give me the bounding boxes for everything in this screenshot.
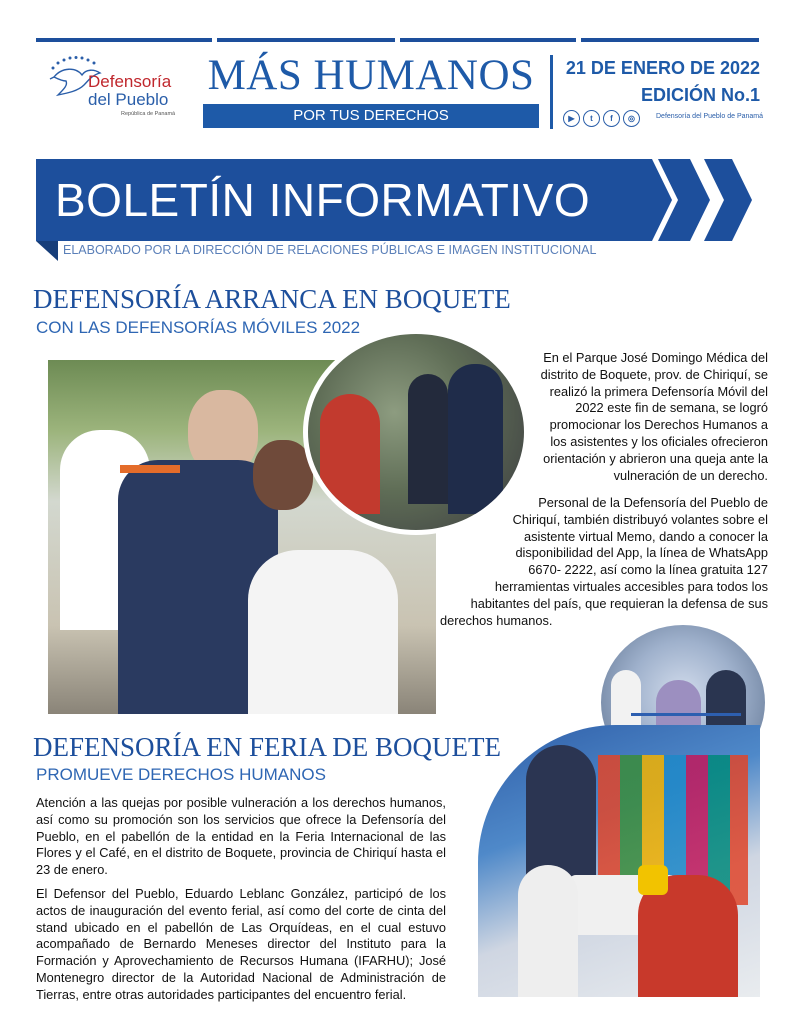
social-handle: Defensoría del Pueblo de Panamá — [656, 113, 764, 120]
photo-shape — [408, 374, 448, 504]
masthead-tagline: POR TUS DERECHOS — [203, 104, 539, 128]
banner-subtitle: ELABORADO POR LA DIRECCIÓN DE RELACIONES PÚBLICAS E IMAGEN INSTITUCIONAL — [63, 243, 597, 257]
chevron-arrows-icon — [652, 159, 770, 241]
issue-date: 21 DE ENERO DE 2022 — [565, 58, 760, 78]
instagram-icon[interactable]: ◎ — [623, 110, 640, 127]
youtube-icon[interactable]: ▶ — [563, 110, 580, 127]
banner-fold — [36, 241, 58, 261]
twitter-icon[interactable]: t — [583, 110, 600, 127]
fair-photo — [478, 725, 760, 997]
logo-sub: República de Panamá — [121, 111, 176, 117]
photo-shape — [320, 394, 380, 514]
logo-line2: del Pueblo — [88, 90, 169, 109]
social-icons — [563, 110, 640, 127]
article2-subtitle: PROMUEVE DERECHOS HUMANOS — [36, 765, 326, 784]
article1-subtitle: CON LAS DEFENSORÍAS MÓVILES 2022 — [36, 318, 361, 337]
facebook-icon[interactable]: f — [603, 110, 620, 127]
photo-shape — [518, 865, 578, 997]
photo-shape — [638, 865, 668, 895]
banner-title: BOLETÍN INFORMATIVO — [55, 174, 591, 226]
photo-shape — [631, 713, 741, 716]
article2-title: DEFENSORÍA EN FERIA DE BOQUETE — [33, 732, 502, 762]
article2-paragraph2: El Defensor del Pueblo, Eduardo Leblanc González, participó de los actos de inauguración del evento ferial, así como del corte de cinta del stand ubicado en el pabellón de Las Orquídeas, en el cual estuvo acompañado de Bernardo Meneses director del Instituto para la Formación y Aprovechamiento de Recursos Humana (IFARHU); José Montenegro director de la Autoridad Nacional de Administración de Tierras, entre otras autoridades participantes del encuentro ferial. — [36, 886, 446, 1002]
top-rule-3 — [400, 38, 576, 42]
photo-shape — [448, 364, 503, 514]
article1-title: DEFENSORÍA ARRANCA EN BOQUETE — [33, 284, 511, 314]
article1-paragraph2: Personal de la Defensoría del Pueblo de Chiriquí, también distribuyó volantes sobre el asistente virtual Memo, dando a conocer la disponibilidad del App, la línea de WhatsApp 6670- 2222, así como la línea gratuita 127 herramientas virtuales accesibles para todos los habitantes del país, que requieran la defensa de sus derechos humanos. — [440, 495, 768, 628]
article2-paragraph1: Atención a las quejas por posible vulneración a los derechos humanos, así como su promoción son los servicios que ofrece la Defensoría del Pueblo, en el pabellón de la entidad en la Feria Internacional de las Flores y el Café, en el distrito de Boquete, provincia de Chiriquí hasta el 23 de enero. — [36, 795, 446, 878]
vertical-divider — [550, 55, 553, 129]
edition: EDICIÓN No.1 — [640, 85, 760, 105]
masthead-title: MÁS HUMANOS — [207, 52, 535, 99]
photo-shape — [248, 550, 398, 714]
top-rule-4 — [581, 38, 759, 42]
article1-paragraph1: En el Parque José Domingo Médica del distrito de Boquete, prov. de Chiriquí, se realizó la primera Defensoría Móvil del 2022 este fin de semana, se logró promocionar los Derechos Humanos a los asistentes y los oficiales ofrecieron orientación y abrieron una queja ante la vulneración de un derecho. — [540, 350, 768, 483]
top-rule-2 — [217, 38, 395, 42]
photo-shape — [120, 465, 180, 473]
logo — [48, 55, 188, 125]
logo-line1: Defensoría — [88, 72, 172, 91]
top-rule-1 — [36, 38, 212, 42]
